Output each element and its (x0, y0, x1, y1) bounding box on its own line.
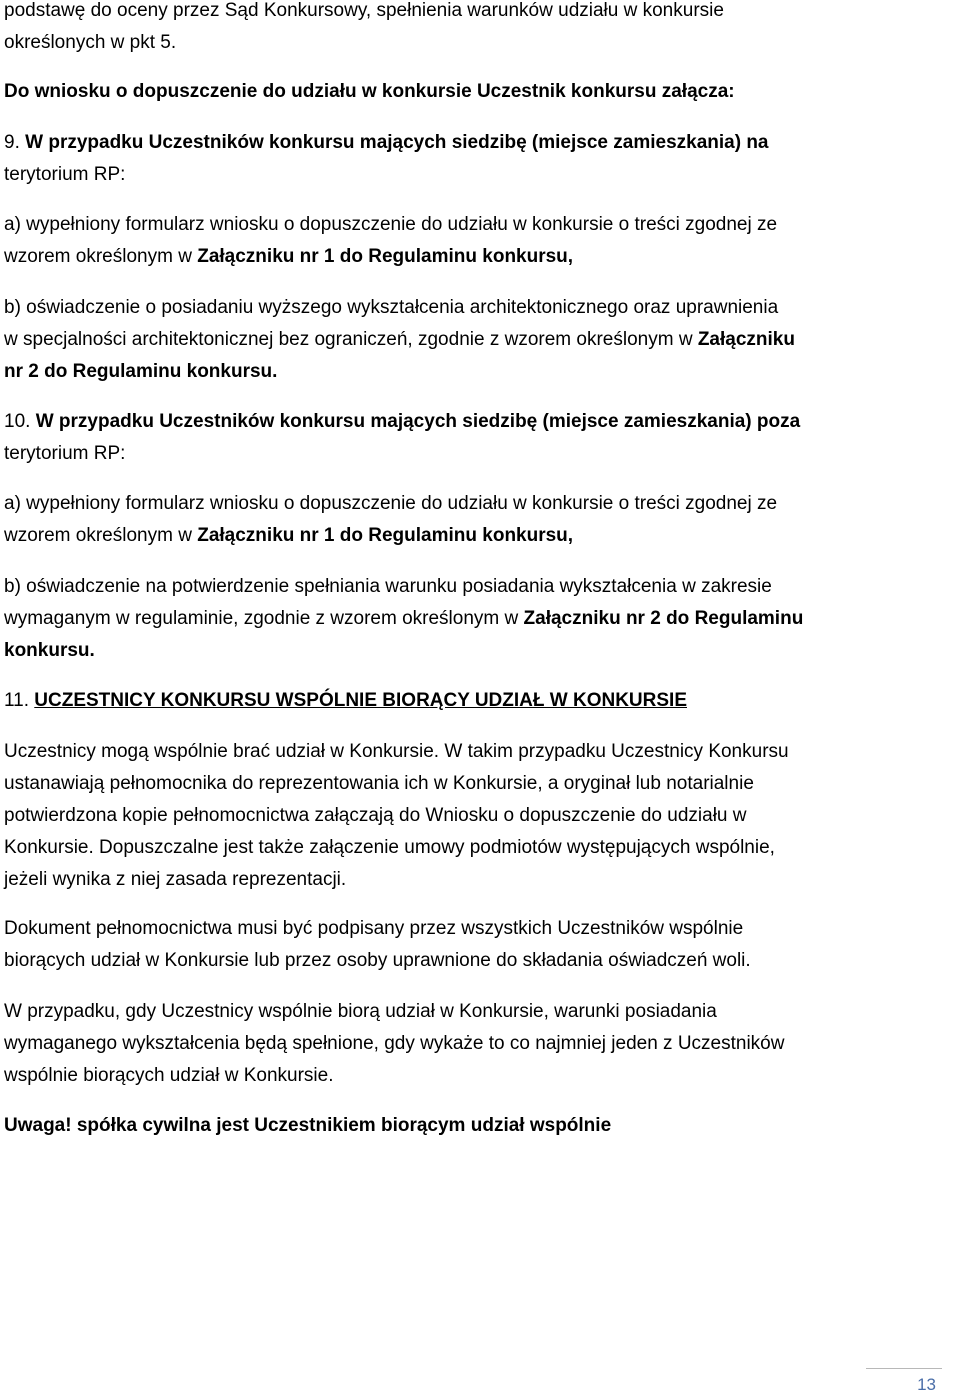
text-line: terytorium RP: (4, 164, 126, 185)
paragraph-intro-continuation (4, 0, 724, 59)
text-line: podstawę do oceny przez Sąd Konkursowy, spełnienia warunków udziału w konkursie (4, 0, 724, 21)
list-item-10a (4, 488, 777, 552)
text-line: wspólnie biorących udział w Konkursie. (4, 1065, 334, 1086)
list-item-heading: W przypadku Uczestników konkursu mających siedzibę (miejsce zamieszkania) poza (35, 411, 801, 432)
text-line: a) wypełniony formularz wniosku o dopuszczenie do udziału w konkursie o treści zgodnej ze (4, 493, 778, 514)
page-footer (866, 1368, 942, 1395)
paragraph-education-requirement (4, 996, 784, 1092)
text-line: b) oświadczenie na potwierdzenie spełniania warunku posiadania wykształcenia w zakresie (4, 576, 772, 597)
text-line: jeżeli wynika z niej zasada reprezentacji. (4, 869, 347, 890)
text-line: a) wypełniony formularz wniosku o dopuszczenie do udziału w konkursie o treści zgodnej ze (4, 214, 778, 235)
list-item-10 (4, 406, 800, 470)
text-line: potwierdzona kopie pełnomocnictwa załączają do Wniosku o dopuszczenie do udziału w (4, 805, 747, 826)
text-line: Dokument pełnomocnictwa musi być podpisany przez wszystkich Uczestników wspólnie (4, 918, 744, 939)
list-number: 9. (4, 132, 26, 153)
text-line: określonych w pkt 5. (4, 32, 177, 53)
text-line: terytorium RP: (4, 443, 126, 464)
section-title: UCZESTNICY KONKURSU WSPÓLNIE BIORĄCY UDZIAŁ W KONKURSIE (34, 690, 687, 711)
text-line: wymaganym w regulaminie, zgodnie z wzorem określonym w (4, 608, 524, 629)
attachment-reference: Załączniku nr 1 do Regulaminu konkursu, (197, 246, 574, 267)
text-line: biorących udział w Konkursie lub przez osoby uprawnione do składania oświadczeń woli. (4, 950, 751, 971)
attachment-reference: Załączniku (697, 329, 795, 350)
section-heading-11 (4, 685, 687, 717)
attachment-reference: nr 2 do Regulaminu konkursu. (4, 361, 278, 382)
section-number: 11. (4, 690, 35, 711)
text-line: b) oświadczenie o posiadaniu wyższego wykształcenia architektonicznego oraz uprawnienia (4, 297, 779, 318)
page-number: 13 (917, 1375, 936, 1394)
paragraph-attachments-heading (4, 76, 735, 108)
text-line: ustanawiają pełnomocnika do reprezentowania ich w Konkursie, a oryginał lub notarialnie (4, 773, 754, 794)
attachment-reference: Załączniku nr 1 do Regulaminu konkursu, (197, 525, 574, 546)
list-item-heading: W przypadku Uczestników konkursu mających siedzibę (miejsce zamieszkania) na (25, 132, 769, 153)
attachment-reference: Załączniku nr 2 do Regulaminu (523, 608, 804, 629)
list-item-9 (4, 127, 769, 191)
attachment-reference: konkursu. (4, 640, 95, 661)
list-item-10b (4, 571, 803, 667)
text-line: W przypadku, gdy Uczestnicy wspólnie biorą udział w Konkursie, warunki posiadania (4, 1001, 717, 1022)
text-line: Uczestnicy mogą wspólnie brać udział w Konkursie. W takim przypadku Uczestnicy Konkursu (4, 741, 789, 762)
paragraph-joint-participation (4, 736, 789, 896)
paragraph-power-of-attorney (4, 913, 751, 977)
list-item-9a (4, 209, 777, 273)
text-line: wzorem określonym w (4, 246, 198, 267)
text-line: Do wniosku o dopuszczenie do udziału w konkursie Uczestnik konkursu załącza: (4, 81, 735, 102)
paragraph-note (4, 1110, 611, 1142)
text-line: w specjalności architektonicznej bez ograniczeń, zgodnie z wzorem określonym w (4, 329, 698, 350)
text-line: Uwaga! spółka cywilna jest Uczestnikiem biorącym udział wspólnie (4, 1115, 612, 1136)
text-line: Konkursie. Dopuszczalne jest także załączenie umowy podmiotów występujących wspólnie, (4, 837, 775, 858)
list-item-9b (4, 292, 795, 388)
text-line: wzorem określonym w (4, 525, 198, 546)
list-number: 10. (4, 411, 36, 432)
text-line: wymaganego wykształcenia będą spełnione, gdy wykaże to co najmniej jeden z Uczestników (4, 1033, 785, 1054)
